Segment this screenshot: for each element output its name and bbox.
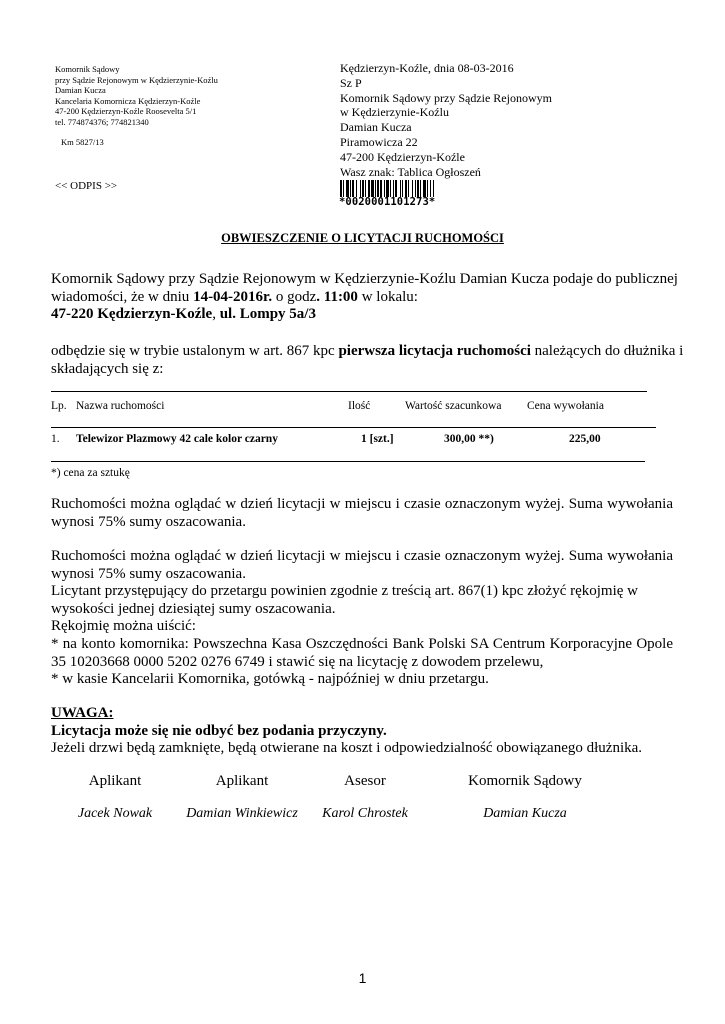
sender-block [55, 64, 218, 128]
viewing-line-2: wynosi 75% sumy oszacowania. [51, 513, 246, 530]
terms-line: Ruchomości można oglądać w dzień licytacji w miejscu i czasie oznaczonym wyżej. Suma wywołania [51, 548, 673, 564]
terms-line: Rękojmię można uiścić: [51, 618, 196, 635]
recipient-line: 47-200 Kędzierzyn-Koźle [340, 149, 465, 164]
terms-line: wysokości jednej dziesiątej sumy oszacowania. [51, 600, 336, 617]
auction-place: 47-220 Kędzierzyn-Koźle [51, 306, 213, 323]
terms-line: wynosi 75% sumy oszacowania. [51, 565, 246, 582]
recipient-line: Piramowicza 22 [340, 134, 418, 149]
table-bottom-rule [51, 461, 645, 462]
viewing-line-1: Ruchomości można oglądać w dzień licytacji w miejscu i czasie oznaczonym wyżej. Suma wywołania [51, 496, 673, 512]
auction-date: 14-04-2016r. [193, 288, 273, 305]
intro-text: o godz [272, 288, 317, 305]
header-price: Cena wywołania [527, 400, 604, 412]
row-value: 300,00 **) [444, 433, 494, 445]
warning-heading: UWAGA: [51, 705, 114, 721]
barcode-text: *002000110127З* [339, 196, 436, 208]
signature-name: Jacek Nowak [77, 806, 153, 821]
auction-type: pierwsza licytacja ruchomości [338, 343, 531, 359]
auction-time: . 11:00 [316, 288, 358, 305]
place-separator: , [212, 306, 220, 323]
row-qty: 1 [szt.] [361, 433, 394, 445]
table-header-rule [51, 427, 656, 428]
page-number: 1 [358, 970, 367, 986]
terms-line: * na konto komornika: Powszechna Kasa Oszczędności Bank Polski SA Centrum Korporacyjne Opole [51, 635, 673, 652]
intro-paragraph [51, 271, 678, 324]
recipient-line: Damian Kucza [340, 120, 412, 135]
document-title: OBWIESZCZENIE O LICYTACJI RUCHOMOŚCI [221, 231, 504, 245]
copy-label: << ODPIS >> [55, 180, 118, 192]
mode-line-2: składających się z: [51, 360, 164, 377]
sender-line: tel. 774874376; 774821340 [55, 116, 149, 127]
warning-bold-line: Licytacja może się nie odbyć bez podania przyczyny. [51, 722, 387, 739]
recipient-line: Komornik Sądowy przy Sądzie Rejonowym [340, 90, 552, 105]
barcode [340, 180, 470, 197]
mode-paragraph [51, 343, 684, 378]
header-value: Wartość szacunkowa [405, 400, 502, 412]
sender-line: Damian Kucza [55, 85, 106, 96]
terms-paragraph [51, 548, 673, 689]
table-top-rule [51, 391, 647, 392]
recipient-line: w Kędzierzynie-Koźlu [340, 105, 449, 120]
recipient-line: Wasz znak: Tablica Ogłoszeń [340, 164, 481, 179]
signature-name: Karol Chrostek [322, 806, 408, 821]
signature-role: Asesor [344, 773, 386, 789]
sender-line: Kancelaria Komornicza Kędzierzyn-Koźle [55, 95, 201, 106]
signature-role: Aplikant [88, 773, 142, 789]
table-footnote: *) cena za sztukę [51, 467, 130, 479]
terms-line: 35 10203668 0000 5202 0276 6749 i stawić się na licytację z dowodem przelewu, [51, 653, 544, 670]
recipient-line: Kędzierzyn-Koźle, dnia 08-03-2016 [340, 61, 514, 75]
mode-text: odbędzie się w trybie ustalonym w art. 867 kpc [51, 343, 339, 359]
signature-block [172, 773, 312, 822]
sender-line: Komornik Sądowy [55, 64, 120, 74]
recipient-block [340, 61, 552, 179]
signature-block [295, 773, 435, 822]
row-lp: 1. [51, 433, 60, 445]
viewing-paragraph [51, 496, 673, 531]
terms-line: * w kasie Kancelarii Komornika, gotówką - najpóźniej w dniu przetargu. [51, 671, 489, 688]
auction-street: ul. Lompy 5a/3 [219, 306, 316, 323]
intro-line-1: Komornik Sądowy przy Sądzie Rejonowym w Kędzierzynie-Koźlu Damian Kucza podaje do publicznej [51, 271, 678, 287]
intro-text: w lokalu: [357, 288, 418, 305]
signature-name: Damian Kucza [483, 806, 567, 821]
warning-block [51, 705, 642, 758]
intro-text: wiadomości, że w dniu [51, 288, 194, 305]
header-name: Nazwa ruchomości [76, 400, 165, 412]
mode-text: należących do dłużnika i [530, 343, 684, 359]
row-price: 225,00 [569, 433, 601, 445]
signature-name: Damian Winkiewicz [186, 806, 298, 821]
header-lp: Lp. [51, 400, 67, 412]
sender-line: przy Sądzie Rejonowym w Kędzierzynie-Koźlu [55, 74, 218, 85]
header-qty: Ilość [348, 400, 371, 412]
terms-line: Licytant przystępujący do przetargu powinien zgodnie z treścią art. 867(1) kpc złożyć rękojmię w [51, 583, 638, 600]
signature-block [45, 773, 185, 822]
signature-block [455, 773, 595, 822]
case-number: Km 5827/13 [61, 137, 104, 147]
warning-line: Jeżeli drzwi będą zamknięte, będą otwierane na koszt i odpowiedzialność obowiązanego dłużnika. [51, 740, 643, 757]
sender-line: 47-200 Kędzierzyn-Koźle Roosevelta 5/1 [55, 106, 197, 117]
recipient-line: Sz P [340, 75, 362, 90]
signature-role: Komornik Sądowy [468, 773, 582, 789]
signature-role: Aplikant [215, 773, 269, 789]
row-name: Telewizor Plazmowy 42 cale kolor czarny [76, 433, 278, 445]
